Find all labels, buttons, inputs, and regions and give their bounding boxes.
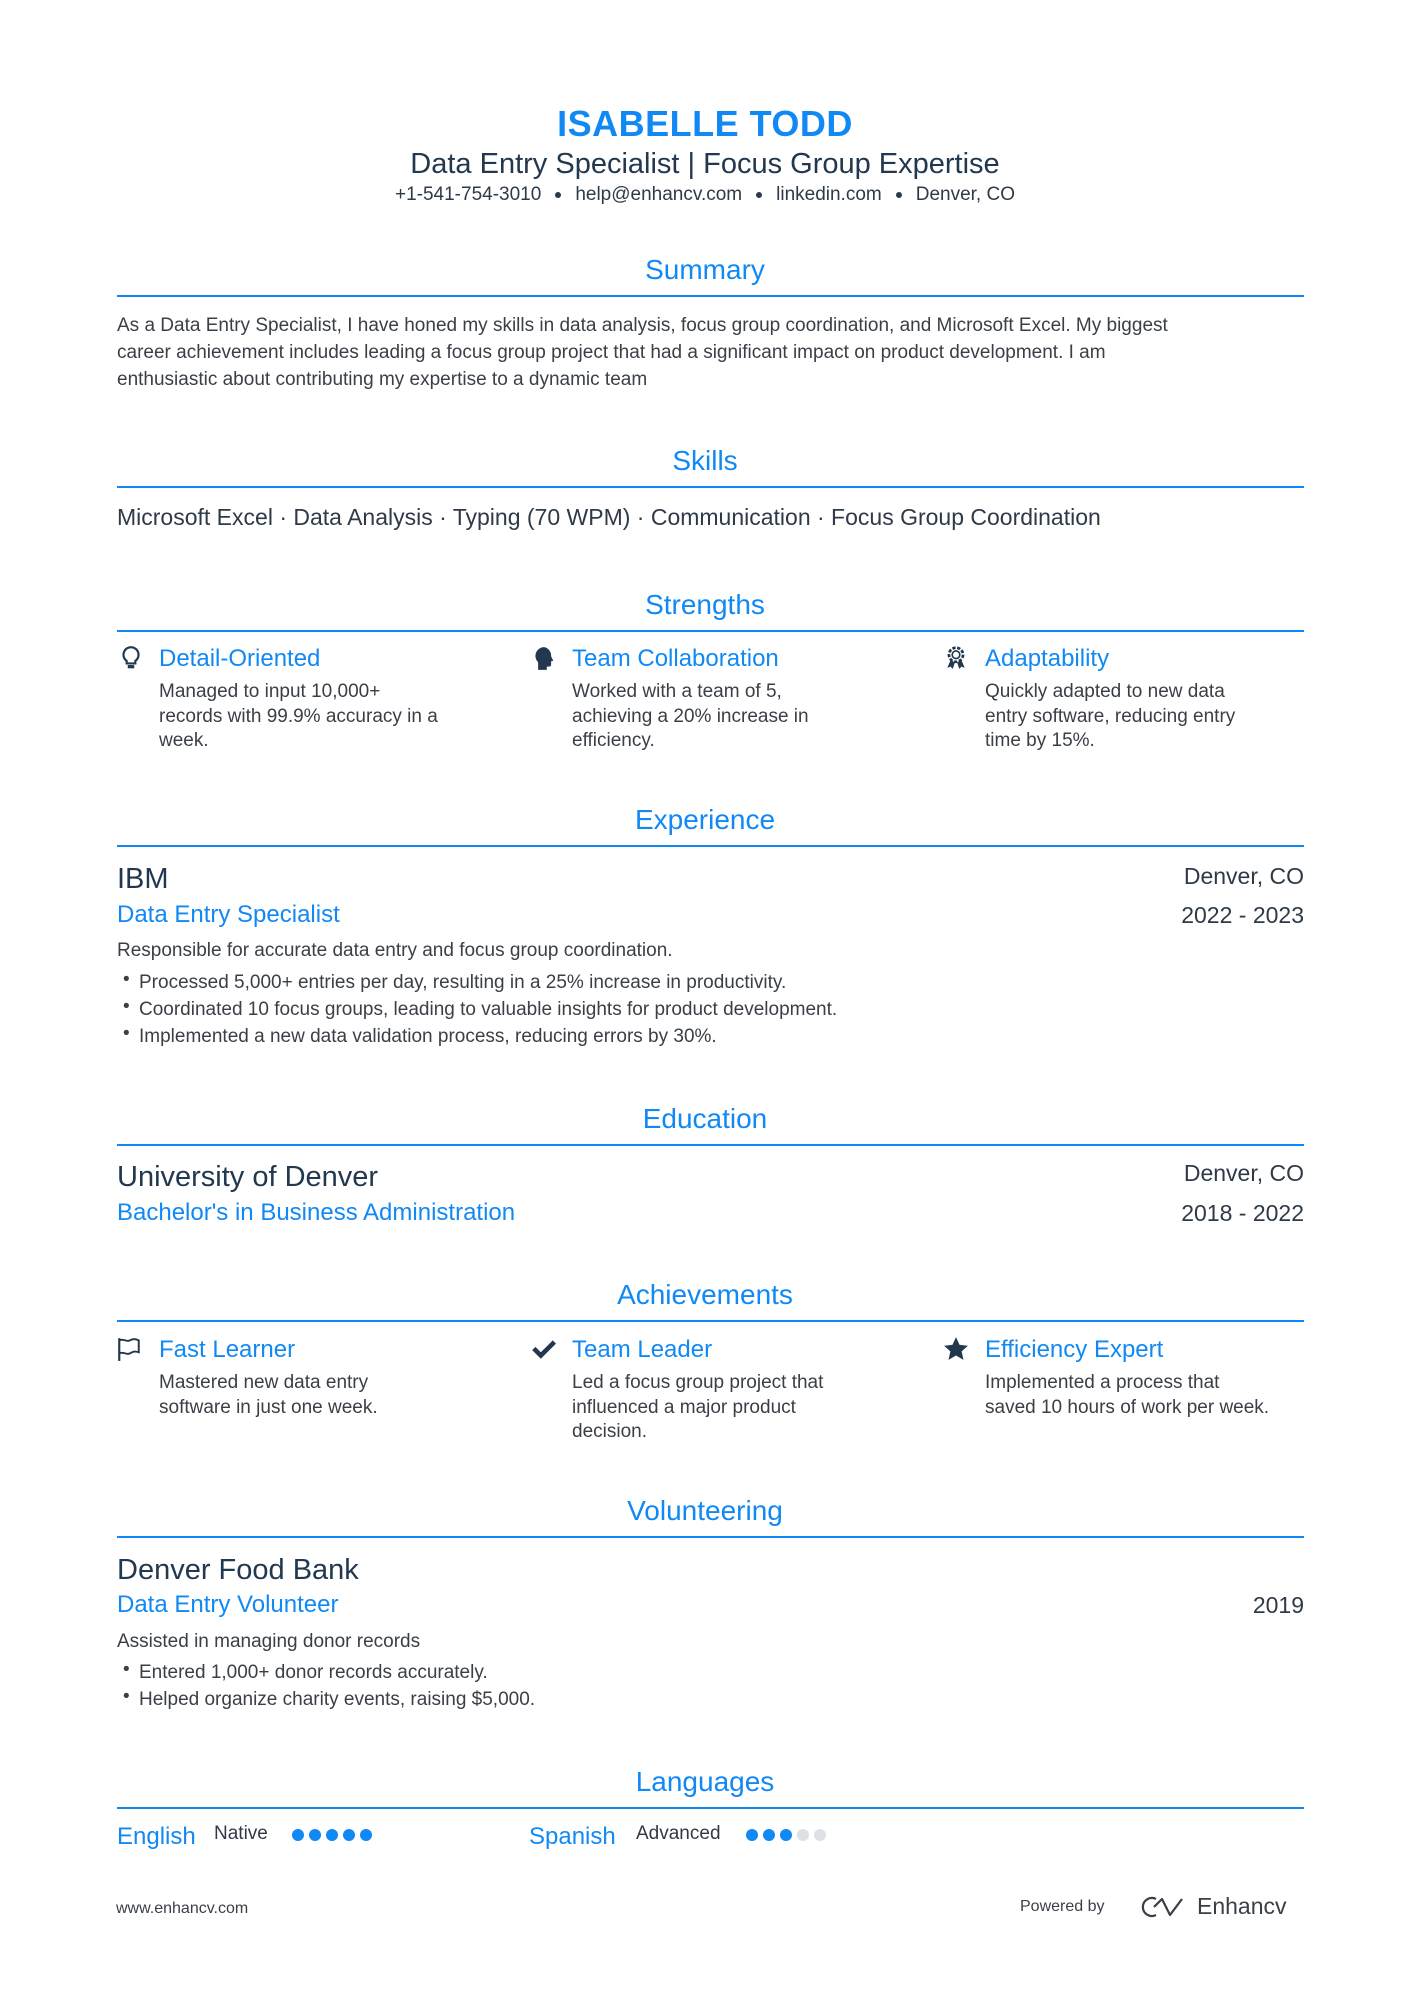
- summary-text: [117, 312, 1168, 393]
- phone: +1-541-754-3010: [394, 184, 542, 205]
- job-bullet: • Implemented a new data validation process, reducing errors by 30%.: [139, 1023, 717, 1050]
- enhancv-logo-icon: [1140, 1895, 1186, 1919]
- section-divider: [117, 1807, 1304, 1809]
- volunteer-dates: 2019: [1252, 1592, 1304, 1618]
- strength-description: Worked with a team of 5, achieving a 20% increase in efficiency.: [572, 681, 809, 751]
- section-heading-education: Education: [642, 1103, 768, 1134]
- star-icon: [943, 1336, 969, 1362]
- company-name: IBM: [117, 863, 169, 895]
- achievement-title: Efficiency Expert: [985, 1336, 1164, 1363]
- candidate-title: Data Entry Specialist | Focus Group Expertise: [410, 148, 1000, 180]
- language-rating: [292, 1828, 377, 1846]
- section-heading-strengths: Strengths: [645, 589, 765, 620]
- checkmark-icon: [530, 1336, 556, 1362]
- job-description: Responsible for accurate data entry and focus group coordination.: [117, 940, 673, 961]
- section-divider: [117, 486, 1304, 488]
- language-level: Native: [214, 1823, 268, 1844]
- rating-dot-filled: [780, 1829, 792, 1841]
- language-rating: [746, 1828, 831, 1846]
- rating-dot-filled: [326, 1829, 338, 1841]
- volunteer-org: Denver Food Bank: [117, 1554, 359, 1586]
- location: Denver, CO: [915, 184, 1015, 205]
- rating-dot-filled: [763, 1829, 775, 1841]
- section-heading-volunteering: Volunteering: [627, 1495, 783, 1526]
- achievement-title: Fast Learner: [159, 1336, 296, 1363]
- powered-by-label: Powered by: [1020, 1898, 1105, 1915]
- enhancv-brand[interactable]: Enhancv: [1197, 1893, 1287, 1919]
- strength-title: Adaptability: [985, 645, 1110, 672]
- head-icon: [530, 645, 556, 671]
- summary-line: career achievement includes leading a focus group project that had a significant impact on product development. I am: [117, 342, 1106, 363]
- strength-title: Team Collaboration: [572, 645, 779, 672]
- section-divider: [117, 630, 1304, 632]
- rating-dot-empty: [797, 1829, 809, 1841]
- education-dates: 2018 - 2022: [1181, 1200, 1304, 1226]
- skills-list: Microsoft Excel · Data Analysis · Typing (70 WPM) · Communication · Focus Group Coordination: [117, 504, 1101, 530]
- separator: [555, 192, 561, 198]
- school-location: Denver, CO: [1183, 1160, 1304, 1186]
- contact-info: [0, 184, 1410, 206]
- school-name: University of Denver: [117, 1161, 379, 1193]
- section-heading-languages: Languages: [635, 1766, 775, 1797]
- achievement-description: Implemented a process that saved 10 hours of work per week.: [985, 1372, 1270, 1418]
- job-title: Data Entry Specialist: [117, 901, 340, 928]
- section-divider: [117, 845, 1304, 847]
- section-divider: [117, 1144, 1304, 1146]
- footer-website[interactable]: www.enhancv.com: [116, 1900, 249, 1917]
- strength-description: Managed to input 10,000+ records with 99.9% accuracy in a week.: [159, 681, 438, 751]
- language-level: Advanced: [636, 1823, 721, 1844]
- rating-dot-filled: [292, 1829, 304, 1841]
- strength-description: Quickly adapted to new data entry software, reducing entry time by 15%.: [985, 681, 1236, 751]
- language-name: English: [117, 1823, 196, 1850]
- separator: [896, 192, 902, 198]
- candidate-name: ISABELLE TODD: [557, 103, 853, 144]
- section-divider: [117, 295, 1304, 297]
- flag-icon: [116, 1336, 142, 1362]
- job-dates: 2022 - 2023: [1181, 902, 1304, 928]
- section-heading-summary: Summary: [645, 254, 765, 285]
- degree: Bachelor's in Business Administration: [117, 1199, 516, 1226]
- section-divider: [117, 1320, 1304, 1322]
- email[interactable]: help@enhancv.com: [575, 184, 743, 205]
- rating-dot-filled: [746, 1829, 758, 1841]
- rating-dot-filled: [343, 1829, 355, 1841]
- summary-line: As a Data Entry Specialist, I have honed my skills in data analysis, focus group coordination, and Microsoft Excel. My biggest: [117, 315, 1168, 336]
- separator: [756, 192, 762, 198]
- job-bullet: • Processed 5,000+ entries per day, resulting in a 25% increase in productivity.: [139, 969, 786, 996]
- volunteer-description: Assisted in managing donor records: [117, 1631, 421, 1652]
- strength-title: Detail-Oriented: [159, 645, 321, 672]
- linkedin[interactable]: linkedin.com: [776, 184, 882, 205]
- award-icon: [943, 645, 969, 671]
- volunteer-bullet: • Entered 1,000+ donor records accurately.: [139, 1659, 488, 1686]
- summary-line: enthusiastic about contributing my expertise to a dynamic team: [117, 369, 648, 390]
- rating-dot-empty: [814, 1829, 826, 1841]
- rating-dot-filled: [360, 1829, 372, 1841]
- job-location: Denver, CO: [1183, 863, 1304, 889]
- volunteer-bullet: • Helped organize charity events, raising $5,000.: [139, 1686, 535, 1713]
- language-name: Spanish: [529, 1823, 616, 1850]
- section-divider: [117, 1536, 1304, 1538]
- lightbulb-icon: [118, 645, 144, 671]
- rating-dot-filled: [309, 1829, 321, 1841]
- job-bullet: • Coordinated 10 focus groups, leading to valuable insights for product development.: [139, 996, 837, 1023]
- section-heading-experience: Experience: [634, 804, 776, 835]
- achievement-description: Led a focus group project that influenced a major product decision.: [572, 1372, 824, 1442]
- volunteer-role: Data Entry Volunteer: [117, 1591, 339, 1618]
- achievement-title: Team Leader: [572, 1336, 713, 1363]
- achievement-description: Mastered new data entry software in just one week.: [159, 1372, 378, 1418]
- section-heading-achievements: Achievements: [617, 1279, 793, 1310]
- section-heading-skills: Skills: [672, 445, 738, 476]
